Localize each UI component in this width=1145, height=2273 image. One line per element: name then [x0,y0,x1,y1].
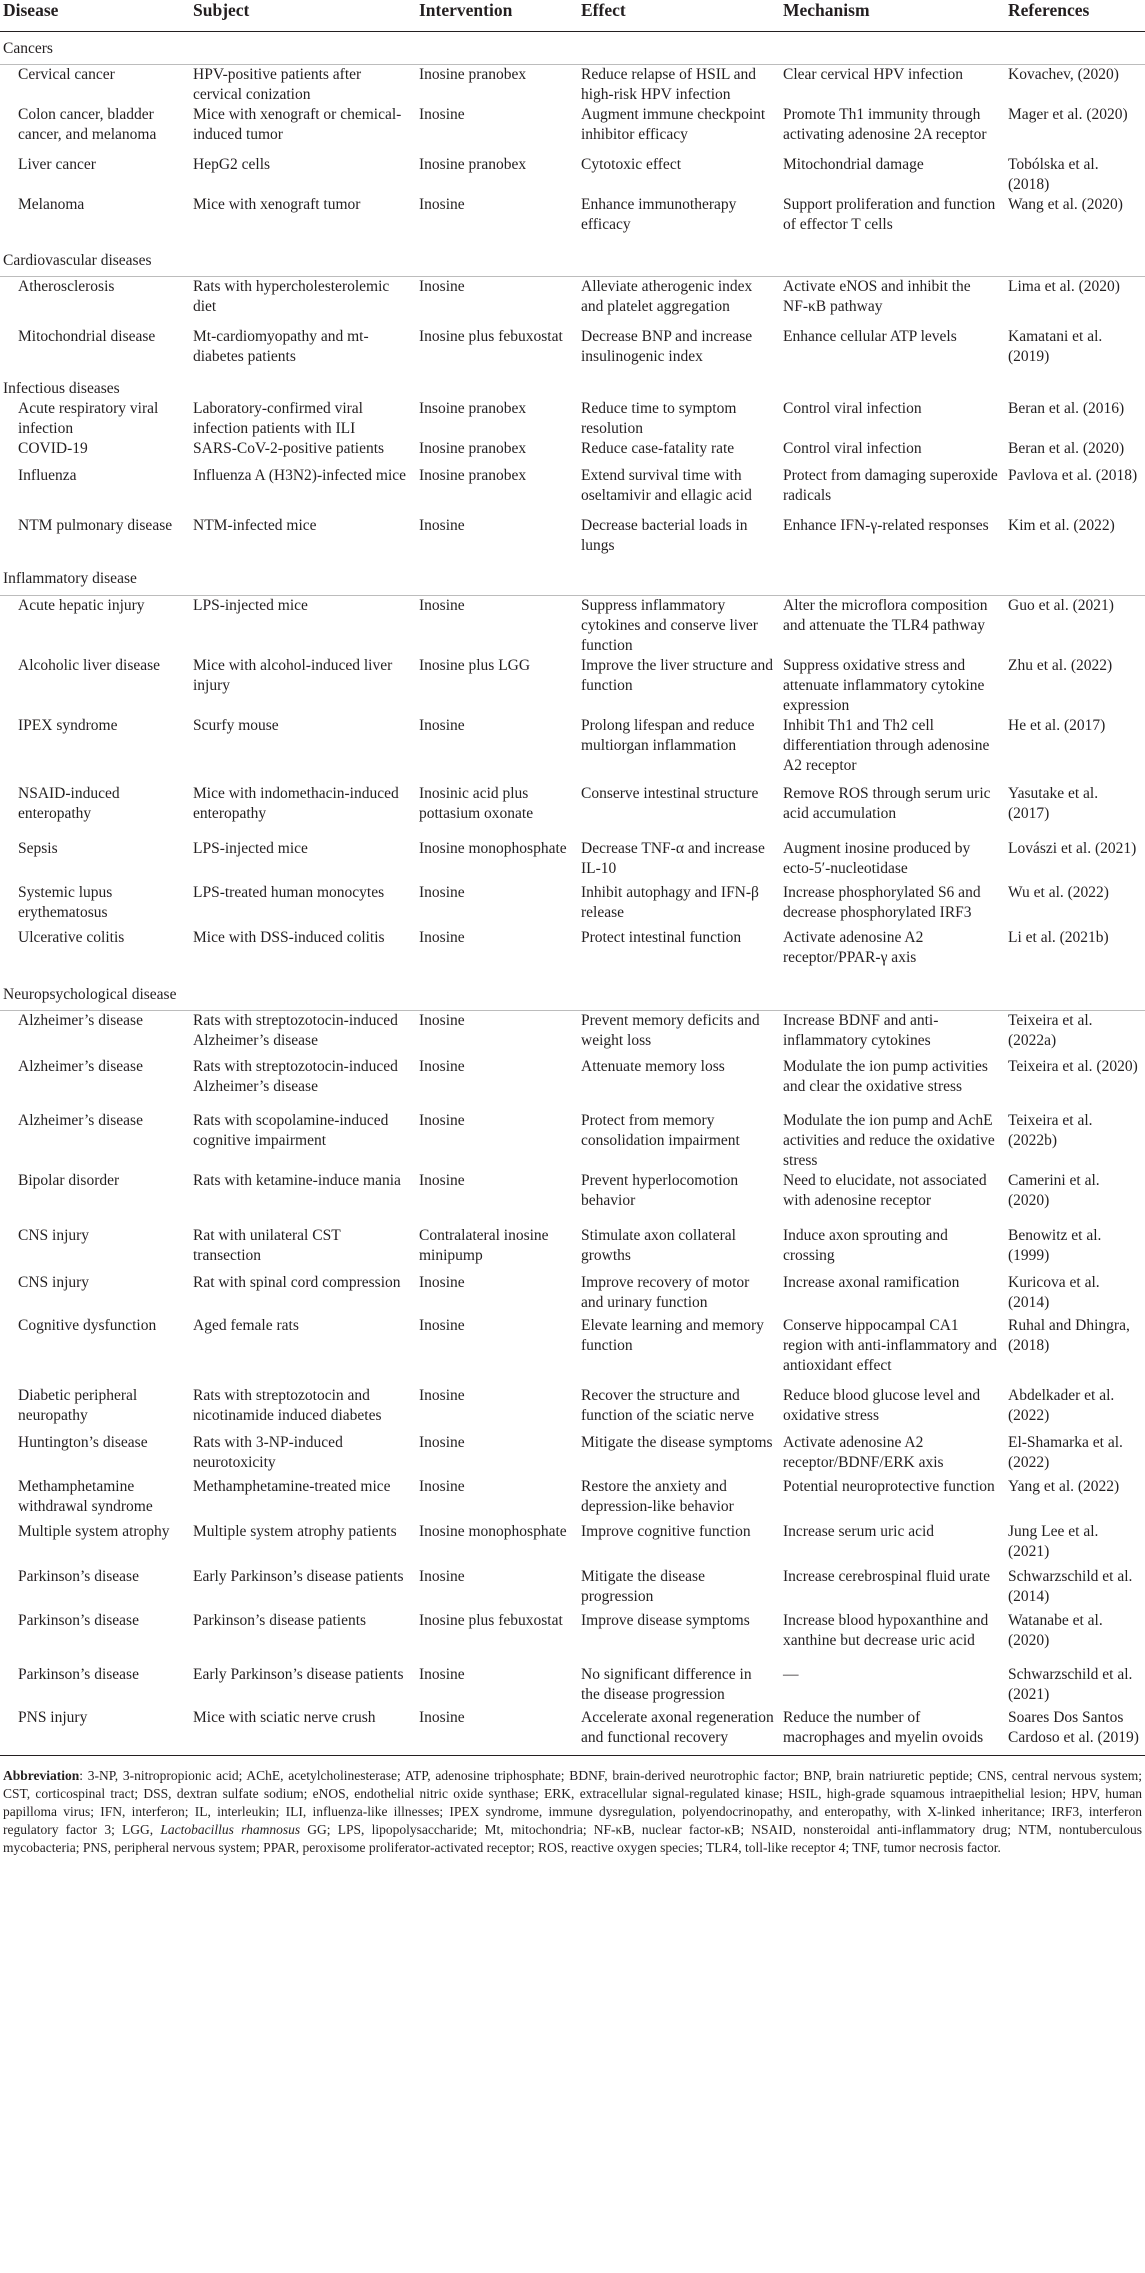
mechanism-cell: Augment inosine produced by ecto-5′-nucleotidase [783,840,971,877]
disease-cell: Colon cancer, bladder cancer, and melanoma [18,106,157,143]
effect-cell: Reduce relapse of HSIL and high-risk HPV infection [581,66,757,103]
effect-cell: Reduce case-fatality rate [581,440,735,457]
subject-cell: Rat with unilateral CST transection [193,1227,341,1264]
disease-cell: Influenza [18,467,77,484]
subject-cell: Mice with alcohol-induced liver injury [193,657,393,694]
disease-cell: COVID-19 [18,440,88,457]
disease-cell: Ulcerative colitis [18,929,125,946]
disease-cell: PNS injury [0,1708,190,1756]
mechanism-cell: Protect from damaging superoxide radicals [783,467,998,504]
abbreviation-footnote [0,1756,1145,1857]
subject-cell: Mt-cardiomyopathy and mt-diabetes patients [193,328,369,365]
mechanism-cell: Clear cervical HPV infection [783,66,964,83]
intervention-cell: Inosine plus febuxostat [419,1612,563,1629]
mechanism-cell: Reduce the number of macrophages and myelin ovoids [780,1708,1005,1756]
subject-cell: NTM-infected mice [193,517,317,534]
table-row [0,1057,1145,1111]
mechanism-cell: Increase blood hypoxanthine and xanthine but decrease uric acid [783,1612,989,1649]
subject-cell: LPS-treated human monocytes [193,884,385,901]
reference-cell: Yasutake et al. (2017) [1008,785,1099,822]
mechanism-cell: Need to elucidate, not associated with adenosine receptor [783,1172,987,1209]
reference-cell: Jung Lee et al. (2021) [1008,1523,1099,1560]
subject-cell: HepG2 cells [193,156,271,173]
effect-cell: Improve disease symptoms [581,1612,750,1629]
intervention-cell: Inosine [419,1317,465,1334]
mechanism-cell: Mitochondrial damage [783,156,924,173]
intervention-cell: Inosine [419,106,465,123]
group-title: Neuropsychological disease [0,979,1145,1011]
effect-cell: Mitigate the disease symptoms [581,1434,773,1451]
effect-cell: Stimulate axon collateral growths [581,1227,736,1264]
intervention-cell: Inosine [419,1172,465,1189]
mechanism-cell: Reduce blood glucose level and oxidative stress [783,1387,981,1424]
mechanism-cell: Activate adenosine A2 receptor/BDNF/ERK axis [783,1434,944,1471]
table-row [0,1433,1145,1477]
effect-cell: Restore the anxiety and depression-like behavior [581,1478,734,1515]
mechanism-cell: Enhance cellular ATP levels [783,328,957,345]
header-references: References [1008,0,1090,20]
subject-cell: Mice with sciatic nerve crush [190,1708,416,1756]
subject-cell: Scurfy mouse [193,717,279,734]
subject-cell: Laboratory-confirmed viral infection patients with ILI [193,400,363,437]
header-row [0,0,1145,32]
mechanism-cell: Activate adenosine A2 receptor/PPAR-γ axis [783,929,924,966]
intervention-cell: Inosine [419,1058,465,1075]
intervention-cell: Inosine [416,1708,578,1756]
intervention-cell: Inosine plus febuxostat [419,328,563,345]
table-row [0,277,1145,328]
table-row [0,1226,1145,1273]
intervention-cell: Inosine [419,884,465,901]
subject-cell: Rats with streptozotocin and nicotinamide induced diabetes [193,1387,382,1424]
table-row [0,516,1145,569]
table-row [0,839,1145,883]
table-row [0,399,1145,439]
reference-cell: Teixeira et al. (2022a) [1008,1012,1093,1049]
abbreviation-text-italic: Lactobacillus rhamnosus [160,1822,301,1837]
reference-cell: Tobólska et al. (2018) [1008,156,1099,193]
disease-cell: Huntington’s disease [18,1434,148,1451]
subject-cell: Mice with indomethacin-induced enteropathy [193,785,399,822]
disease-cell: Cognitive dysfunction [18,1317,157,1334]
header-disease: Disease [3,0,59,20]
mechanism-cell: Enhance IFN-γ-related responses [783,517,989,534]
reference-cell: Beran et al. (2020) [1008,440,1125,457]
group-header-row [0,245,1145,277]
mechanism-cell: Alter the microflora composition and attenuate the TLR4 pathway [783,597,988,634]
mechanism-cell: Control viral infection [783,400,922,417]
subject-cell: Methamphetamine-treated mice [193,1478,391,1495]
disease-cell: Cervical cancer [18,66,115,83]
mechanism-cell: Support proliferation and function of effector T cells [783,196,996,233]
disease-cell: Mitochondrial disease [18,328,156,345]
group-title: Infectious diseases [3,380,120,397]
intervention-cell: Inosine pranobex [419,440,527,457]
effect-cell: Decrease BNP and increase insulinogenic index [581,328,753,365]
disease-cell: Parkinson’s disease [18,1568,139,1585]
intervention-cell: Inosine [419,1568,465,1585]
subject-cell: LPS-injected mice [193,840,308,857]
table-row [0,1386,1145,1433]
disease-cell: IPEX syndrome [18,717,118,734]
reference-cell: Camerini et al. (2020) [1008,1172,1100,1209]
reference-cell: Lovászi et al. (2021) [1008,840,1137,857]
reference-cell: Abdelkader et al. (2022) [1008,1387,1115,1424]
effect-cell: Protect intestinal function [581,929,742,946]
reference-cell: Mager et al. (2020) [1008,106,1128,123]
disease-cell: Atherosclerosis [18,278,115,295]
intervention-cell: Inosine pranobex [419,156,527,173]
mechanism-cell: Modulate the ion pump and AchE activities and reduce the oxidative stress [783,1112,995,1169]
table-row [0,1111,1145,1171]
mechanism-cell: Promote Th1 immunity through activating adenosine 2A receptor [783,106,987,143]
effect-cell: Accelerate axonal regeneration and functional recovery [578,1708,780,1756]
group-header-row [0,32,1145,65]
reference-cell: Li et al. (2021b) [1008,929,1109,946]
effect-cell: Attenuate memory loss [581,1058,725,1075]
effect-cell: Prolong lifespan and reduce multiorgan inflammation [581,717,755,754]
effect-cell: Enhance immunotherapy efficacy [581,196,737,233]
subject-cell: Rats with streptozotocin-induced Alzheimer’s disease [193,1058,398,1095]
subject-cell: Rats with 3-NP-induced neurotoxicity [193,1434,343,1471]
disease-cell: Acute respiratory viral infection [18,400,159,437]
reference-cell: Kuricova et al. (2014) [1008,1274,1100,1311]
intervention-cell: Inosinic acid plus pottasium oxonate [419,785,534,822]
table-row [0,1273,1145,1316]
mechanism-cell: Increase cerebrospinal fluid urate [783,1568,990,1585]
reference-cell: Soares Dos Santos Cardoso et al. (2019) [1005,1708,1145,1756]
table-row [0,1567,1145,1611]
table-row [0,195,1145,245]
reference-cell: Wu et al. (2022) [1008,884,1109,901]
reference-cell: Guo et al. (2021) [1008,597,1114,614]
subject-cell: Mice with DSS-induced colitis [193,929,385,946]
mechanism-cell: Control viral infection [783,440,922,457]
mechanism-cell: Modulate the ion pump activities and clear the oxidative stress [783,1058,988,1095]
mechanism-cell: Potential neuroprotective function [783,1478,995,1495]
reference-cell: Benowitz et al. (1999) [1008,1227,1102,1264]
reference-cell: Teixeira et al. (2022b) [1008,1112,1093,1149]
mechanism-cell: Suppress oxidative stress and attenuate inflammatory cytokine expression [783,657,985,714]
intervention-cell: Contralateral inosine minipump [419,1227,549,1264]
disease-cell: NTM pulmonary disease [18,517,173,534]
group-title: Inflammatory disease [0,569,1145,596]
subject-cell: Multiple system atrophy patients [193,1523,397,1540]
effect-cell: Improve the liver structure and function [581,657,773,694]
subject-cell: Rat with spinal cord compression [193,1274,401,1291]
effect-cell: Alleviate atherogenic index and platelet aggregation [581,278,753,315]
mechanism-cell: Activate eNOS and inhibit the NF-κB pathway [783,278,971,315]
reference-cell: Zhu et al. (2022) [1008,657,1113,674]
effect-cell: Inhibit autophagy and IFN-β release [581,884,759,921]
group-title: Cancers [0,32,1145,65]
abbreviation-label: Abbreviation [3,1768,80,1783]
intervention-cell: Inosine monophosphate [419,1523,567,1540]
disease-cell: Liver cancer [18,156,96,173]
effect-cell: Decrease bacterial loads in lungs [581,517,748,554]
table-row [0,928,1145,979]
reference-cell: Wang et al. (2020) [1008,196,1123,213]
subject-cell: Rats with scopolamine-induced cognitive impairment [193,1112,389,1149]
effect-cell: No significant difference in the disease progression [581,1666,752,1703]
intervention-cell: Inosine [419,1012,465,1029]
table-row [0,65,1145,106]
effect-cell: Prevent memory deficits and weight loss [581,1012,760,1049]
header-intervention: Intervention [419,0,513,20]
reference-cell: Pavlova et al. (2018) [1008,467,1138,484]
disease-cell: Diabetic peripheral neuropathy [18,1387,138,1424]
effect-cell: Reduce time to symptom resolution [581,400,737,437]
effect-cell: Decrease TNF-α and increase IL-10 [581,840,765,877]
table-row [0,1665,1145,1708]
intervention-cell: Inosine [419,1478,465,1495]
subject-cell: Influenza A (H3N2)-infected mice [193,467,407,484]
header-effect: Effect [581,0,626,20]
intervention-cell: Inosine [419,278,465,295]
reference-cell: Schwarzschild et al. (2014) [1008,1568,1133,1605]
disease-cell: Parkinson’s disease [18,1666,139,1683]
table-row [0,1522,1145,1567]
table-body [0,32,1145,1756]
subject-cell: Early Parkinson’s disease patients [193,1568,404,1585]
group-header-row [0,979,1145,1011]
intervention-cell: Inosine [419,1666,465,1683]
subject-cell: Rats with hypercholesterolemic diet [193,278,390,315]
effect-cell: Improve cognitive function [581,1523,751,1540]
table-row [0,1011,1145,1058]
intervention-cell: Inosine [419,1112,465,1129]
disease-cell: Alzheimer’s disease [18,1058,143,1075]
table-row [0,155,1145,195]
effect-cell: Mitigate the disease progression [581,1568,705,1605]
disease-cell: Alzheimer’s disease [18,1012,143,1029]
table-row [0,105,1145,155]
mechanism-cell: Inhibit Th1 and Th2 cell differentiation through adenosine A2 receptor [783,717,990,774]
intervention-cell: Inosine plus LGG [419,657,531,674]
effect-cell: Prevent hyperlocomotion behavior [581,1172,739,1209]
effect-cell: Protect from memory consolidation impairment [581,1112,740,1149]
effect-cell: Extend survival time with oseltamivir and ellagic acid [581,467,752,504]
abbreviation-text-pre: : 3-NP, 3-nitropropionic acid; AChE, acetylcholinesterase; ATP, adenosine triphosphate; BDNF, brain-derived neurotrophic factor; BNP, brain natriuretic peptide; CNS, central nervous system; CST, corticospinal tract; DSS, dextran sulfate sodium; eNOS, endothelial nitric oxide synthase; ERK, extracellular signal-regulated kinase; HSIL, high-grade squamous intraepithelial lesion; HPV, human papilloma virus; IFN, interferon; IL, interleukin; ILI, influenza-like illnesses; IPEX syndrome, immune dysregulation, polyendocrinopathy, and enteropathy, with X-linked inheritance; IRF3, interferon regulatory factor 3; LGG, [3,1768,1142,1837]
effect-cell: Improve recovery of motor and urinary function [581,1274,750,1311]
table-row [0,1708,1145,1756]
subject-cell: Early Parkinson’s disease patients [193,1666,404,1683]
disease-cell: Multiple system atrophy [18,1523,170,1540]
reference-cell: He et al. (2017) [1008,717,1106,734]
mechanism-cell: Increase phosphorylated S6 and decrease phosphorylated IRF3 [783,884,981,921]
table-row [0,439,1145,466]
mechanism-cell: Induce axon sprouting and crossing [783,1227,948,1264]
table-row [0,466,1145,516]
disease-cell: Parkinson’s disease [18,1612,139,1629]
table-row [0,883,1145,928]
effect-cell: Conserve intestinal structure [581,785,759,802]
reference-cell: Lima et al. (2020) [1008,278,1120,295]
effect-cell: Suppress inflammatory cytokines and conserve liver function [581,597,758,654]
effect-cell: Recover the structure and function of the sciatic nerve [581,1387,755,1424]
intervention-cell: Inosine [419,1387,465,1404]
mechanism-cell: Increase BDNF and anti-inflammatory cytokines [783,1012,939,1049]
intervention-cell: Inosine monophosphate [419,840,567,857]
header-mechanism: Mechanism [783,0,870,20]
intervention-cell: Inosine [419,1434,465,1451]
table-row [0,716,1145,784]
subject-cell: Aged female rats [193,1317,299,1334]
abbreviation-text-post: GG; LPS, lipopolysaccharide; Mt, mitochondria; NF-κB, nuclear factor-κB; NSAID, nonsteroidal anti-inflammatory drug; NTM, nontuberculous mycobacteria; PNS, peripheral nervous system; PPAR, peroxisome proliferator-activated receptor; ROS, reactive oxygen species; TLR4, toll-like receptor 4; TNF, tumor necrosis factor. [3,1822,1142,1855]
intervention-cell: Inosine [419,929,465,946]
reference-cell: Beran et al. (2016) [1008,400,1125,417]
intervention-cell: Inosine [419,1274,465,1291]
table-row [0,596,1145,657]
intervention-cell: Inosine pranobex [419,467,527,484]
subject-cell: Mice with xenograft tumor [193,196,361,213]
reference-cell: Kovachev, (2020) [1008,66,1119,83]
mechanism-cell: Increase axonal ramification [783,1274,960,1291]
reference-cell: Kamatani et al. (2019) [1008,328,1103,365]
table-row [0,1316,1145,1386]
intervention-cell: Inosine [419,517,465,534]
disease-cell: NSAID-induced enteropathy [18,785,120,822]
table-row [0,1477,1145,1522]
subject-cell: Mice with xenograft or chemical-induced tumor [193,106,402,143]
group-header-row [0,569,1145,596]
mechanism-cell: Increase serum uric acid [783,1523,935,1540]
reference-cell: Schwarzschild et al. (2021) [1008,1666,1133,1703]
reference-cell: Ruhal and Dhingra, (2018) [1008,1317,1130,1354]
disease-cell: Alzheimer’s disease [18,1112,143,1129]
disease-cell: Bipolar disorder [18,1172,120,1189]
reference-cell: El-Shamarka et al. (2022) [1008,1434,1123,1471]
subject-cell: Rats with ketamine-induce mania [193,1172,401,1189]
intervention-cell: Insoine pranobex [419,400,527,417]
reference-cell: Kim et al. (2022) [1008,517,1115,534]
disease-cell: Sepsis [18,840,58,857]
effect-cell: Elevate learning and memory function [581,1317,764,1354]
effect-cell: Augment immune checkpoint inhibitor efficacy [581,106,766,143]
effect-cell: Cytotoxic effect [581,156,682,173]
group-header-row [0,379,1145,399]
disease-cell: Methamphetamine withdrawal syndrome [18,1478,153,1515]
intervention-cell: Inosine [419,196,465,213]
table-row [0,656,1145,716]
disease-cell: CNS injury [18,1227,90,1244]
disease-cell: Melanoma [18,196,85,213]
table-row [0,327,1145,379]
subject-cell: HPV-positive patients after cervical conization [193,66,362,103]
table-row [0,1611,1145,1665]
intervention-cell: Inosine pranobex [419,66,527,83]
table-row [0,784,1145,839]
subject-cell: Rats with streptozotocin-induced Alzheimer’s disease [193,1012,398,1049]
disease-cell: CNS injury [18,1274,90,1291]
reference-cell: Watanabe et al. (2020) [1008,1612,1103,1649]
subject-cell: LPS-injected mice [193,597,308,614]
header-subject: Subject [193,0,250,20]
reference-cell: Yang et al. (2022) [1008,1478,1120,1495]
disease-cell: Alcoholic liver disease [18,657,161,674]
subject-cell: Parkinson’s disease patients [193,1612,367,1629]
mechanism-cell: — [783,1666,799,1683]
intervention-cell: Inosine [419,717,465,734]
mechanism-cell: Conserve hippocampal CA1 region with anti-inflammatory and antioxidant effect [783,1317,997,1374]
intervention-cell: Inosine [419,597,465,614]
reference-cell: Teixeira et al. (2020) [1008,1058,1138,1075]
disease-cell: Acute hepatic injury [18,597,145,614]
subject-cell: SARS-CoV-2-positive patients [193,440,385,457]
table-row [0,1171,1145,1226]
group-title: Cardiovascular diseases [0,245,1145,277]
mechanism-cell: Remove ROS through serum uric acid accumulation [783,785,991,822]
disease-cell: Systemic lupus erythematosus [18,884,113,921]
